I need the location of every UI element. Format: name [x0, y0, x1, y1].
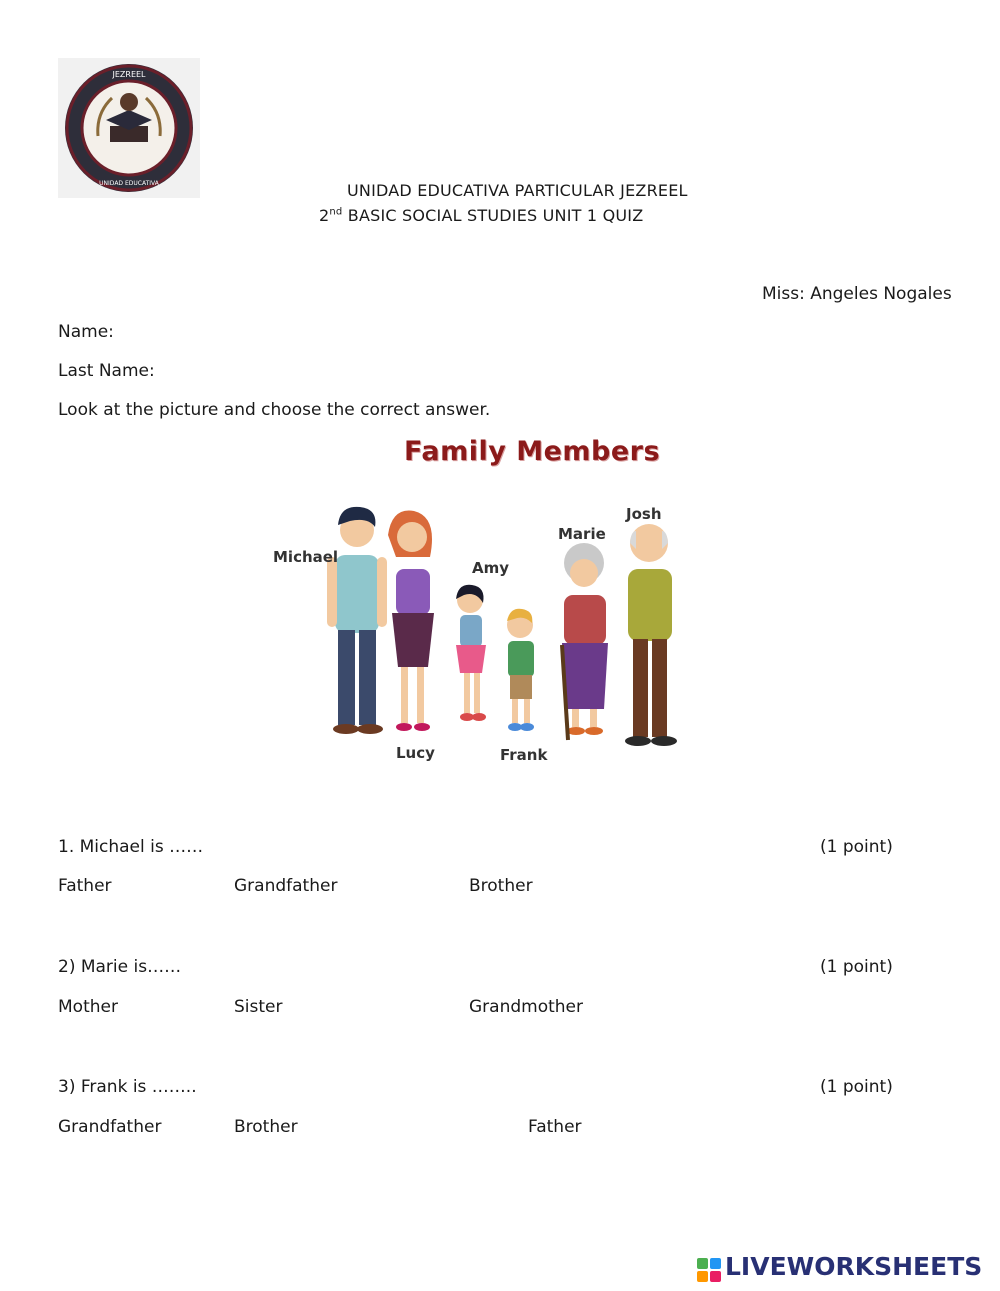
question-1-option-3[interactable]: Brother — [469, 876, 533, 896]
question-3-option-2[interactable]: Brother — [234, 1117, 298, 1137]
amy-figure — [456, 585, 486, 721]
quiz-title — [319, 206, 643, 225]
question-3-option-3[interactable]: Father — [528, 1117, 582, 1137]
question-1-prompt: 1. Michael is …… — [58, 837, 204, 857]
josh-figure — [625, 524, 677, 746]
lucy-figure — [388, 511, 434, 732]
question-2-option-1[interactable]: Mother — [58, 997, 118, 1017]
frank-figure — [507, 609, 534, 731]
label-frank: Frank — [500, 746, 548, 764]
course-ordinal-suffix: nd — [329, 206, 343, 218]
question-2-points: (1 point) — [820, 957, 893, 977]
question-1-points: (1 point) — [820, 837, 893, 857]
instruction-text: Look at the picture and choose the correct answer. — [58, 400, 491, 420]
label-josh: Josh — [626, 505, 662, 523]
family-illustration — [300, 495, 700, 760]
question-3-points: (1 point) — [820, 1077, 893, 1097]
school-name: UNIDAD EDUCATIVA PARTICULAR JEZREEL — [347, 181, 688, 200]
course-ordinal: 2 — [319, 206, 330, 225]
marie-figure — [562, 543, 608, 740]
question-3-option-1[interactable]: Grandfather — [58, 1117, 162, 1137]
label-michael: Michael — [273, 548, 339, 566]
last-name-field-label: Last Name: — [58, 361, 155, 381]
name-field-label: Name: — [58, 322, 114, 342]
michael-figure — [327, 507, 387, 734]
course-rest: BASIC SOCIAL STUDIES UNIT 1 QUIZ — [342, 206, 644, 225]
label-marie: Marie — [558, 525, 606, 543]
liveworksheets-badge-icon — [697, 1258, 721, 1282]
label-lucy: Lucy — [396, 744, 435, 762]
figure-title: Family Members — [404, 436, 661, 467]
question-3-prompt: 3) Frank is …….. — [58, 1077, 197, 1097]
question-1-option-2[interactable]: Grandfather — [234, 876, 338, 896]
liveworksheets-logo: LIVEWORKSHEETS — [725, 1252, 983, 1281]
logo-ring-top-text: JEZREEL — [112, 70, 146, 79]
school-logo — [58, 58, 200, 198]
question-2-option-2[interactable]: Sister — [234, 997, 283, 1017]
logo-ring-bottom-text: UNIDAD EDUCATIVA — [99, 180, 159, 187]
teacher-name: Miss: Angeles Nogales — [762, 284, 952, 304]
question-2-option-3[interactable]: Grandmother — [469, 997, 583, 1017]
label-amy: Amy — [472, 559, 510, 577]
question-2-prompt: 2) Marie is…… — [58, 957, 182, 977]
question-1-option-1[interactable]: Father — [58, 876, 112, 896]
